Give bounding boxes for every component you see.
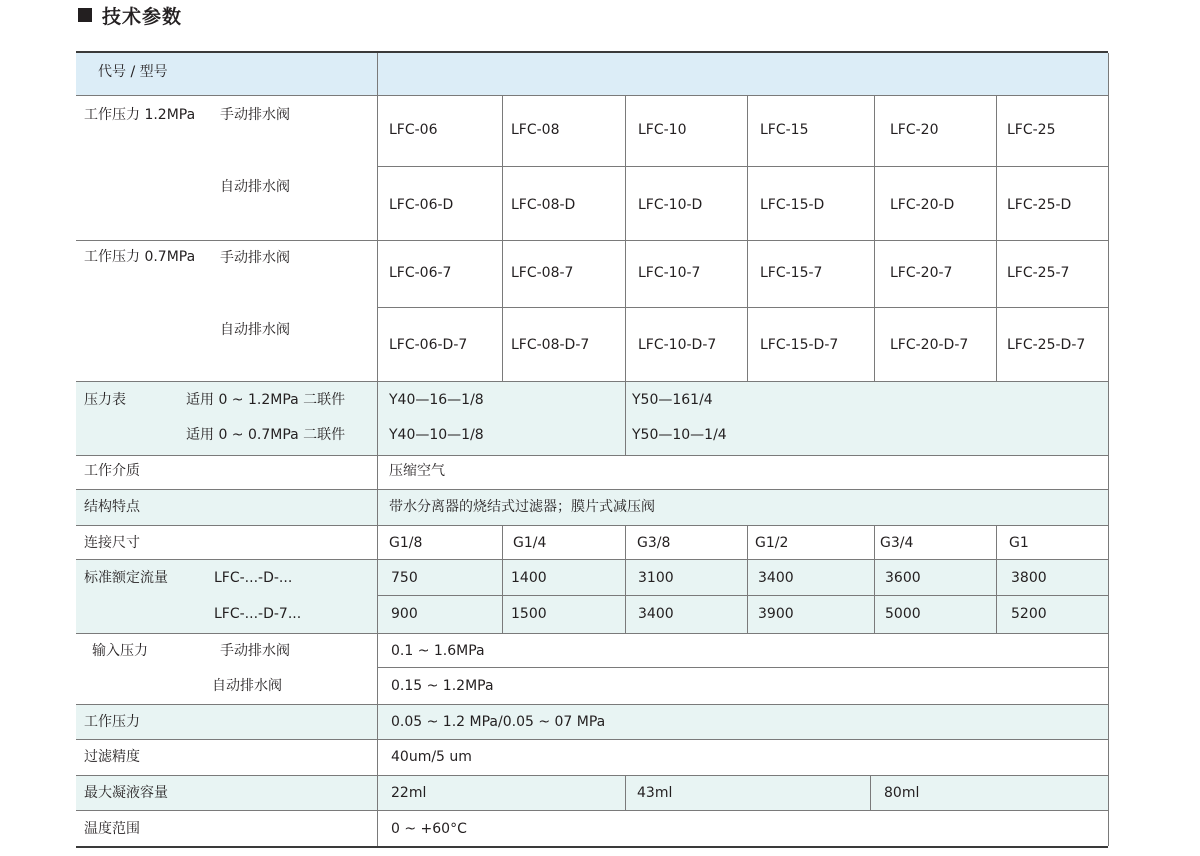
input-auto-value: 0.15 ~ 1.2MPa [391,678,494,694]
flow-value: 5000 [885,606,921,622]
p07-auto-model: LFC-15-D-7 [760,337,839,353]
section-heading [78,0,182,30]
label-divider [377,53,378,846]
gauge-value: Y50—10—1/4 [632,427,727,443]
p12-manual-model: LFC-20 [890,122,939,138]
p07-manual-model: LFC-06-7 [389,265,452,281]
p12-manual-model: LFC-25 [1007,122,1056,138]
gauge-value: Y40—10—1/8 [389,427,484,443]
p12-auto-model: LFC-15-D [760,197,825,213]
gauge-sub-label: 适用 0 ~ 0.7MPa 二联件 [186,427,346,443]
header-band [76,53,1108,95]
port-value: G1 [1009,535,1029,551]
p07-manual-model: LFC-08-7 [511,265,574,281]
flow-label: 标准额定流量 [84,570,168,586]
p07-auto-model: LFC-08-D-7 [511,337,590,353]
col-divider [747,95,748,381]
flow-value: 900 [391,606,418,622]
gauge-sub-label: 适用 0 ~ 1.2MPa 二联件 [186,392,346,408]
rule [76,775,1108,776]
p12-auto-model: LFC-10-D [638,197,703,213]
flow-value: 3800 [1011,570,1047,586]
structure-label: 结构特点 [84,499,140,515]
drain-value: 43ml [637,785,673,801]
rule [76,739,1108,740]
flow-value: 5200 [1011,606,1047,622]
col-divider [625,525,626,633]
temp-value: 0 ~ +60°C [391,821,467,837]
flow-value: 750 [391,570,418,586]
rule [76,455,1108,456]
rule [377,667,1108,668]
port-value: G1/2 [755,535,789,551]
table-bottom-rule [76,846,1108,848]
port-value: G3/8 [637,535,671,551]
port-value: G1/4 [513,535,547,551]
col-divider [747,525,748,633]
rule [76,633,1108,634]
p12-manual-model: LFC-08 [511,122,560,138]
p12-auto-model: LFC-08-D [511,197,576,213]
rule [76,525,1108,526]
work-pressure-value: 0.05 ~ 1.2 MPa/0.05 ~ 07 MPa [391,714,606,730]
port-value: G3/4 [880,535,914,551]
p12-auto-label: 自动排水阀 [220,179,290,195]
col-divider [625,95,626,381]
drain-value: 22ml [391,785,427,801]
col-divider [996,95,997,381]
filter-label: 过滤精度 [84,749,140,765]
filter-value: 40um/5 um [391,749,472,765]
flow-value: 1400 [511,570,547,586]
p12-auto-model: LFC-06-D [389,197,454,213]
p07-manual-model: LFC-25-7 [1007,265,1070,281]
p07-manual-model: LFC-10-7 [638,265,701,281]
p07-manual-label: 手动排水阀 [220,250,290,266]
p12-manual-model: LFC-15 [760,122,809,138]
input-manual-label: 手动排水阀 [220,643,290,659]
col-divider [1108,53,1109,846]
p07-auto-model: LFC-25-D-7 [1007,337,1086,353]
p12-manual-model: LFC-06 [389,122,438,138]
structure-value: 带水分离器的烧结式过滤器；膜片式减压阀 [389,499,655,515]
temp-label: 温度范围 [84,821,140,837]
rule [377,595,1108,596]
square-bullet-icon [78,8,92,22]
rule [76,704,1108,705]
rule [377,166,1108,167]
col-divider [870,775,871,810]
flow-sub-label: LFC-...-D-... [214,570,293,586]
medium-label: 工作介质 [84,463,140,479]
p07-manual-model: LFC-20-7 [890,265,953,281]
gauge-label: 压力表 [84,392,126,408]
band-drain [76,775,1108,810]
p12-manual-label: 手动排水阀 [220,107,290,123]
flow-value: 3100 [638,570,674,586]
gauge-value: Y50—161/4 [632,392,713,408]
rule [76,559,1108,560]
input-label: 输入压力 [92,643,148,659]
p12-auto-model: LFC-20-D [890,197,955,213]
drain-value: 80ml [884,785,920,801]
drain-label: 最大凝液容量 [84,785,168,801]
col-divider [874,525,875,633]
p12-manual-model: LFC-10 [638,122,687,138]
col-divider [502,525,503,633]
col-divider [502,95,503,381]
rule [76,381,1108,382]
rule [76,810,1108,811]
flow-value: 1500 [511,606,547,622]
p07-auto-model: LFC-06-D-7 [389,337,468,353]
rule [377,307,1108,308]
flow-value: 3400 [638,606,674,622]
work-pressure-label: 工作压力 [84,714,140,730]
col-divider [874,95,875,381]
col-divider [625,381,626,455]
flow-value: 3600 [885,570,921,586]
p07-manual-model: LFC-15-7 [760,265,823,281]
rule [76,489,1108,490]
input-manual-value: 0.1 ~ 1.6MPa [391,643,485,659]
p07-auto-label: 自动排水阀 [220,322,290,338]
medium-value: 压缩空气 [389,463,445,479]
table-top-rule [76,51,1108,53]
p07-auto-model: LFC-20-D-7 [890,337,969,353]
section-title: 技术参数 [102,5,183,28]
flow-sub-label: LFC-...-D-7... [214,606,302,622]
rule [76,240,1108,241]
p12-label: 工作压力 1.2MPa [84,107,196,123]
col-divider [996,525,997,633]
port-label: 连接尺寸 [84,535,140,551]
model-header: 代号 / 型号 [98,64,168,80]
flow-value: 3900 [758,606,794,622]
p12-auto-model: LFC-25-D [1007,197,1072,213]
port-value: G1/8 [389,535,423,551]
rule [76,95,1108,96]
gauge-value: Y40—16—1/8 [389,392,484,408]
p07-label: 工作压力 0.7MPa [84,249,196,265]
flow-value: 3400 [758,570,794,586]
p07-auto-model: LFC-10-D-7 [638,337,717,353]
col-divider [625,775,626,810]
input-auto-label: 自动排水阀 [212,678,282,694]
